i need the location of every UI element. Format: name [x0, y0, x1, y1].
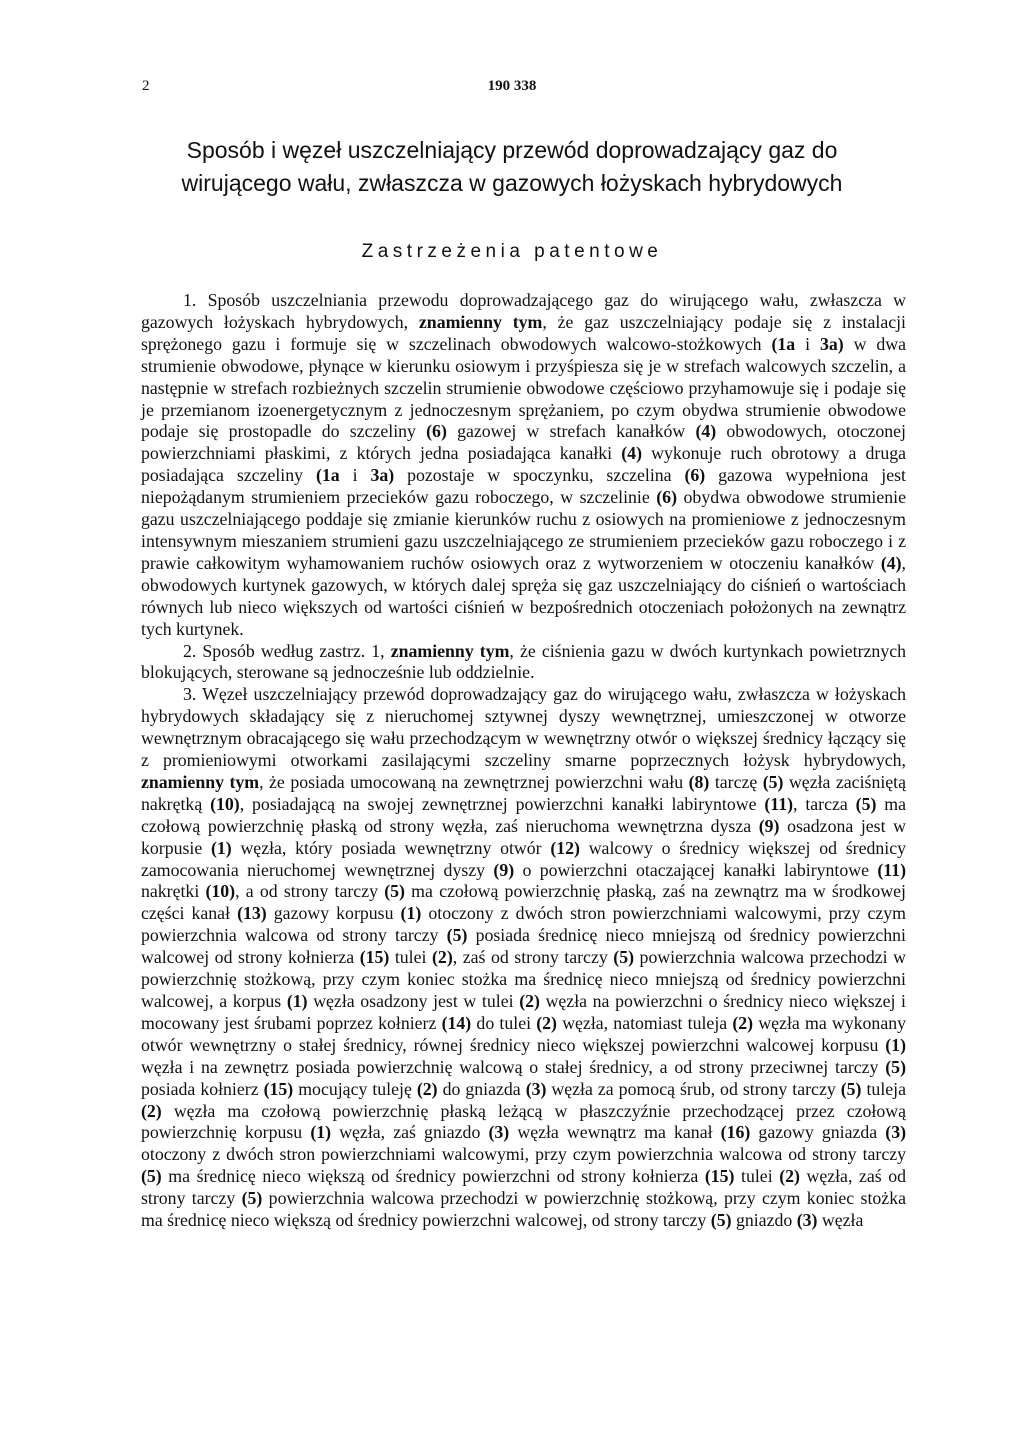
- claim-paragraph: [141, 290, 906, 641]
- claim-bold-text: (4): [695, 421, 717, 442]
- claim-bold-text: znamienny tym: [418, 311, 543, 332]
- claim-bold-text: (6): [426, 421, 447, 442]
- claim-text: powierzchnia walcowa przechodzi w powierzchnię stożkową, przy czym koniec stożka ma średnicę nieco mniejszą od średnicy powierzchni walcowej, a korpus: [141, 947, 906, 1011]
- claim-text: tarczę: [709, 771, 763, 792]
- claim-bold-text: (1a: [771, 333, 796, 354]
- claim-text: ma czołową powierzchnię płaską, zaś na zewnątrz ma w środkowej części kanał: [141, 881, 906, 924]
- claim-text: ma średnicę nieco większą od średnicy powierzchni od strony kołnierza: [161, 1166, 705, 1187]
- patent-number: 190 338: [487, 78, 537, 94]
- claim-text: otoczony z dwóch stron powierzchniami walcowymi, przy czym powierzchnia walcowa od strony tarczy: [141, 903, 906, 946]
- claim-bold-text: (5): [446, 925, 468, 946]
- claim-text: pozostaje w spoczynku, szczelina: [394, 465, 685, 486]
- claim-bold-text: 3a): [370, 465, 395, 486]
- claim-text: węzła, zaś gniazdo: [331, 1122, 489, 1143]
- claim-bold-text: (2): [779, 1166, 800, 1187]
- claim-text: , że ciśnienia gazu w dwóch kurtynkach powietrznych blokujących, sterowane są jednocześnie lub oddzielnie.: [141, 640, 906, 683]
- claim-bold-text: (2): [416, 1078, 438, 1099]
- claim-text: o powierzchni otaczającej kanałki labiryntowe: [514, 859, 878, 880]
- claim-text: obydwa obwodowe strumienie gazu uszczelniającego poddaje się zmianie kierunków ruchu z osiowych na promieniowe z jednoczesnym intensywnym mieszaniem strumieni gazu uszczelniającego ze strumieniem przecieków gazu roboczego i z prawie całkowitym wyhamowaniem ruchów osiowych oraz z wytworzeniem w otoczeniu kanałków: [141, 487, 906, 573]
- claim-paragraph: [141, 641, 906, 685]
- claim-text: węzła ma wykonany otwór wewnętrzny o stałej średnicy, równej średnicy nieco większej powierzchni walcowej korpusu: [141, 1012, 906, 1055]
- claim-bold-text: (10): [210, 793, 240, 814]
- claim-text: węzła i na zewnętrz posiada powierzchnię walcową o stałej średnicy, a od strony przeciwnej tarczy: [141, 1056, 886, 1077]
- claim-bold-text: (4): [621, 443, 642, 464]
- claim-text: posiada kołnierz: [141, 1078, 264, 1099]
- claim-text: węzła, zaś od strony tarczy: [141, 1166, 906, 1209]
- claim-text: tuleja: [861, 1078, 906, 1099]
- claim-text: węzła zaciśniętą nakrętką: [141, 771, 906, 814]
- claim-bold-text: (3): [796, 1210, 818, 1231]
- claim-bold-text: znamienny tym: [390, 640, 510, 661]
- claim-bold-text: (15): [359, 947, 390, 968]
- section-heading: Zastrzeżenia patentowe: [361, 241, 663, 262]
- claim-bold-text: (5): [885, 1056, 906, 1077]
- claim-bold-text: (9): [493, 859, 515, 880]
- claim-bold-text: (12): [550, 837, 580, 858]
- claim-text: wykonuje ruch obrotowy a druga posiadająca szczeliny: [141, 443, 906, 486]
- claim-bold-text: (5): [710, 1210, 732, 1231]
- claim-bold-text: (2): [432, 947, 453, 968]
- claim-bold-text: (15): [263, 1078, 294, 1099]
- claim-bold-text: (1): [310, 1122, 332, 1143]
- claim-text: obwodowych, otoczonej powierzchniami płaskimi, z których jedna posiadająca kanałki: [141, 421, 906, 464]
- claim-bold-text: (14): [441, 1012, 472, 1033]
- claim-bold-text: (5): [141, 1166, 162, 1187]
- claim-bold-text: (1): [210, 837, 232, 858]
- claim-bold-text: (11): [764, 793, 794, 814]
- claim-bold-text: (9): [758, 815, 780, 836]
- claim-text: , zaś od strony tarczy: [452, 947, 614, 968]
- claim-text: i: [339, 465, 371, 486]
- claim-text: powierzchnia walcowa przechodzi w powierzchnię stożkową, przy czym koniec stożka ma średnicę nieco większą od średnicy powierzchni walcowej, od strony tarczy: [141, 1188, 906, 1231]
- claim-bold-text: (1a: [315, 465, 340, 486]
- claim-bold-text: (3): [885, 1122, 907, 1143]
- claim-text: , posiadającą na swojej zewnętrznej powierzchni kanałki labiryntowe: [239, 793, 765, 814]
- claim-text: , a od strony tarczy: [235, 881, 385, 902]
- claim-text: osadzona jest w korpusie: [141, 815, 907, 858]
- claim-text: mocujący tuleję: [293, 1078, 417, 1099]
- claim-bold-text: (3): [525, 1078, 547, 1099]
- claim-bold-text: (1): [400, 903, 422, 924]
- claim-text: węzła: [817, 1210, 864, 1231]
- claim-text: , obwodowych kurtynek gazowych, w których dalej spręża się gaz uszczelniający do ciśnień o wartościach równych lub nieco większych od wartości ciśnień w bezpośrednich otoczeniach położonych na zewnątrz tych kurtynek.: [141, 552, 906, 639]
- claim-bold-text: (5): [241, 1188, 263, 1209]
- claim-bold-text: (15): [704, 1166, 735, 1187]
- claim-bold-text: (1): [286, 991, 308, 1011]
- claim-bold-text: (5): [384, 881, 405, 902]
- claim-text: ma czołową powierzchnię płaską od strony węzła, zaś nieruchoma wewnętrzna dysza: [141, 793, 906, 836]
- claim-bold-text: (5): [613, 947, 635, 968]
- claim-bold-text: znamienny tym: [141, 771, 260, 792]
- claim-text: 1. Sposób uszczelniania przewodu doprowadzającego gaz do wirującego wału, zwłaszcza w gazowych łożyskach hybrydowych,: [141, 290, 906, 332]
- claim-bold-text: 3a): [819, 333, 844, 354]
- claim-text: tulei: [734, 1166, 780, 1187]
- claim-text: gazowej w strefach kanałków: [446, 421, 696, 442]
- claim-text: do tulei: [471, 1012, 537, 1033]
- claim-text: nakrętki: [141, 881, 206, 902]
- claim-text: węzła, natomiast tuleja: [556, 1012, 733, 1033]
- claim-text: węzła wewnątrz ma kanał: [509, 1122, 721, 1143]
- claim-text: gazowy gniazda: [750, 1122, 886, 1143]
- claim-text: węzła na powierzchni o średnicy nieco większej i mocowany jest śrubami poprzez kołnierz: [141, 991, 906, 1033]
- claim-bold-text: (16): [720, 1122, 751, 1143]
- claims-body: [141, 290, 906, 1232]
- claim-bold-text: (6): [656, 487, 677, 508]
- claim-text: gazowy korpusu: [266, 903, 401, 924]
- claim-text: w dwa strumienie obwodowe, płynące w kierunku osiowym i przyśpiesza się je w strefach walcowych szczelin, a następnie w strefach rozbieżnych szczelin strumienie obwodowe częściowo przyhamowuje się i podaje się je przemianom izoenergetycznym z jednoczesnym sprężaniem, po czym obydwa strumienie obwodowe podaje się prostopadle do szczeliny: [141, 333, 907, 442]
- claim-bold-text: (11): [877, 859, 906, 880]
- claim-bold-text: (6): [684, 465, 706, 486]
- claim-text: węzła, który posiada wewnętrzny otwór: [231, 837, 551, 858]
- claim-text: i: [795, 333, 820, 354]
- claim-bold-text: (10): [205, 881, 236, 902]
- claim-bold-text: (5): [762, 771, 784, 792]
- claim-text: węzła osadzony jest w tulei: [307, 991, 520, 1011]
- claim-bold-text: (13): [237, 903, 267, 924]
- claim-text: , że gaz uszczelniający podaje się z instalacji sprężonego gazu i formuje się w szczelinach obwodowych walcowo-stożkowych: [141, 311, 906, 354]
- claim-text: , tarcza: [793, 793, 856, 814]
- claim-text: do gniazda: [437, 1078, 526, 1099]
- claim-bold-text: (2): [141, 1100, 162, 1121]
- claim-text: , że posiada umocowaną na zewnętrznej powierzchni wału: [259, 771, 689, 792]
- claim-bold-text: (2): [536, 1012, 557, 1033]
- document-title: Sposób i węzeł uszczelniający przewód doprowadzający gaz do wirującego wału, zwłaszcza w gazowych łożyskach hybrydowych: [181, 137, 843, 196]
- claim-text: gniazdo: [731, 1210, 797, 1231]
- claim-text: węzła za pomocą śrub, od strony tarczy: [546, 1078, 841, 1099]
- claim-text: otoczony z dwóch stron powierzchniami walcowymi, przy czym powierzchnia walcowa od strony tarczy: [141, 1144, 906, 1165]
- claim-bold-text: (1): [885, 1034, 906, 1055]
- claim-text: węzła ma czołową powierzchnię płaską leżącą w płaszczyźnie przechodzącej przez czołową powierzchnię korpusu: [141, 1100, 906, 1143]
- page-number: 2: [142, 78, 150, 94]
- claim-text: gazowa wypełniona jest niepożądanym strumieniem przecieków gazu roboczego, w szczelinie: [141, 465, 906, 508]
- claim-text: walcowy o średnicy większej od średnicy zamocowania nieruchomej wewnętrznej dyszy: [141, 837, 906, 880]
- claim-text: 3. Węzeł uszczelniający przewód doprowadzający gaz do wirującego wału, zwłaszcza w łożyskach hybrydowych składający się z nieruchomej sztywnej dyszy wewnętrznej, umieszczonej w otworze wewnętrznym obracającego się wału przechodzącym w wewnętrzny otwór o większej średnicy łączący się z promieniowymi otworkami zasilającymi szczeliny smarne poprzecznych łożysk hybrydowych,: [141, 684, 906, 771]
- claim-bold-text: (2): [519, 991, 540, 1011]
- claim-text: tulei: [389, 947, 433, 968]
- claim-bold-text: (4): [880, 552, 902, 573]
- claim-bold-text: (5): [840, 1078, 862, 1099]
- claim-paragraph: [141, 684, 906, 1232]
- claim-text: 2. Sposób według zastrz. 1,: [183, 640, 391, 661]
- claim-bold-text: (2): [732, 1012, 754, 1033]
- claim-bold-text: (3): [488, 1122, 510, 1143]
- claim-bold-text: (8): [688, 771, 710, 792]
- claim-bold-text: (5): [855, 793, 877, 814]
- claim-text: posiada średnicę nieco mniejszą od średnicy powierzchni walcowej od strony kołnierza: [141, 925, 906, 968]
